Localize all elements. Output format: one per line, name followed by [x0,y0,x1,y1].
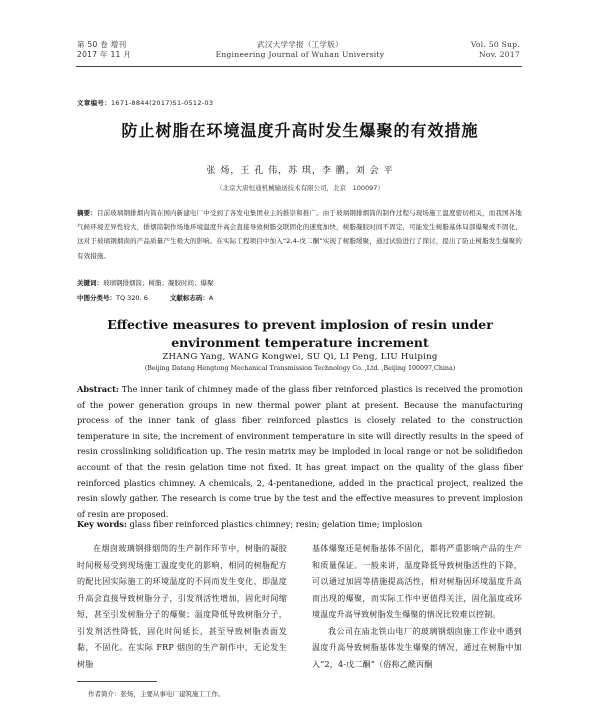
affiliation-en: (Beijing Datang Hengtong Mechanical Transmission Technology Co. ,Ltd. ,Beijing 100097,China) [144,365,456,372]
abstract-en [77,382,523,522]
keywords-zh-label: 关键词： [77,279,103,287]
abstract-zh-label: 摘要： [77,209,97,217]
authors-zh: 张 炀，王 孔 伟，苏 琪，李 鹏，刘 会 平 [206,166,394,176]
title-en: Effective measures to prevent implosion of resin under environment temperature increment [107,317,493,350]
keywords-en [77,519,523,529]
keywords-zh [77,278,522,287]
article-number [77,98,213,107]
abstract-en-text: The inner tank of chimney made of the glass fiber reinforced plastics is received the promotion of the power generation groups in new thermal power plant at present. Because the manufacturing process of the inner tank of glass fiber reinforced plastics is closely related to the construction temperature in site, the increment of environment temperature in site will directly results in the speed of resin crosslinking solidification up. The resin matrix may be imploded in local range or not be solidifiedon account of that the resin gelation time not fixed. It has great impact on the quality of the glass fiber reinforced plastics chimney. A chemicals, 2, 4-pentanedione, added in the practical project, realized the resin slowly gather. The research is come true by the test and the effective measures to prevent implosion of resin are proposed. [77,384,523,519]
journal-name-zh: 武汉大学学报（工学版） [257,40,343,49]
article-number-label: 文章编号： [77,99,111,107]
body-paragraph: 基体爆聚还是树脂基体不固化，都将严重影响产品的生产和质量保证。一般来讲，温度降低导致树脂活性的下降，可以通过加固等措施提高活性，相对树脂因环境温度升高而出现的爆聚，而实际工作中更值得关注，固化温度或环境温度升高导致树脂发生爆聚的情况比较难以控制。 [312,544,522,619]
clc-label: 中图分类号： [77,294,116,302]
journal-name-en: Engineering Journal of Wuhan University [215,50,385,59]
affiliation-zh: （北京大唐恒通机械输送技术有限公司，北京 100097） [216,184,384,192]
issue-date: 2017 年 11 月 [77,50,132,59]
body-column-right [312,541,522,673]
title-zh: 防止树脂在环境温度升高时发生爆聚的有效措施 [121,121,479,140]
keywords-en-text: glass fiber reinforced plastics chimney; resin; gelation time; implosion [129,519,423,529]
author-footnote: 作者简介：张炀，主要从事电厂建筑施工工作。 [88,690,225,698]
clc-value: TQ 320. 6 [116,294,148,302]
abstract-en-label: Abstract: [77,384,119,394]
classification [77,293,213,302]
footnote-divider [77,681,157,682]
issue-date-en: Nov. 2017 [479,50,520,59]
keywords-en-label: Key words: [77,519,127,529]
running-header-right [471,40,520,60]
abstract-zh-text: 目前玻璃钢排烟内筒在国内新建电厂中受到了各发电集团业主的推崇和推广。由于玻璃钢排烟筒的制作过程与现场施工温度密切相关，而我国各地气候环境差异性较大，排烟筒制作场地环境温度升高会直接导致树脂交联固化的速度加快，树脂凝胶时间不固定，可能发生树脂基体局部爆聚或不固化，这对于玻璃钢烟囱的产品质量产生极大的影响。在实际工程项目中加入“2,4-戊二酮”实现了树脂缓聚，通过试验进行了探讨，提出了防止树脂发生爆聚的有效措施。 [77,209,522,260]
article-number-value: 1671-8844(2017)S1-0512-03 [111,99,214,107]
body-paragraph: 在烟囱玻璃钢排烟筒的生产制作环节中，树脂的凝胶时间极易受到现场施工温度变化的影响，相同的树脂配方的配比因实际施工的环境温度的不同而发生变化，即温度升高会直接导致树脂分子，引发剂活性增加，固化时间缩短，甚至引发树脂分子的爆聚；温度降低导致树脂分子，引发剂活性降低，固化时间延长，甚至导致树脂表面发黏，不固化。在实际 FRP 烟囱的生产制作中，无论发生树脂 [77,544,287,669]
doc-code-value: A [208,294,214,302]
volume-info-en: Vol. 50 Sup. [470,40,520,49]
abstract-zh [77,206,522,263]
doc-code-label: 文献标志码： [169,294,209,302]
volume-info: 第 50 卷 增刊 [77,40,127,49]
authors-en: ZHANG Yang, WANG Kongwei, SU Qi, LI Peng, LIU Huiping [162,352,438,362]
body-paragraph: 我公司在庙北铁山电厂的玻璃钢烟囱施工作业中遇到温度升高导致树脂基体发生爆聚的情况，通过在树脂中加入“2，4-戊二酮”（俗称乙酰丙酮 [312,626,522,669]
header-divider [76,66,522,67]
body-column-left [77,541,287,673]
keywords-zh-text: 玻璃钢排烟筒；树脂；凝胶时间；爆聚 [103,279,214,287]
